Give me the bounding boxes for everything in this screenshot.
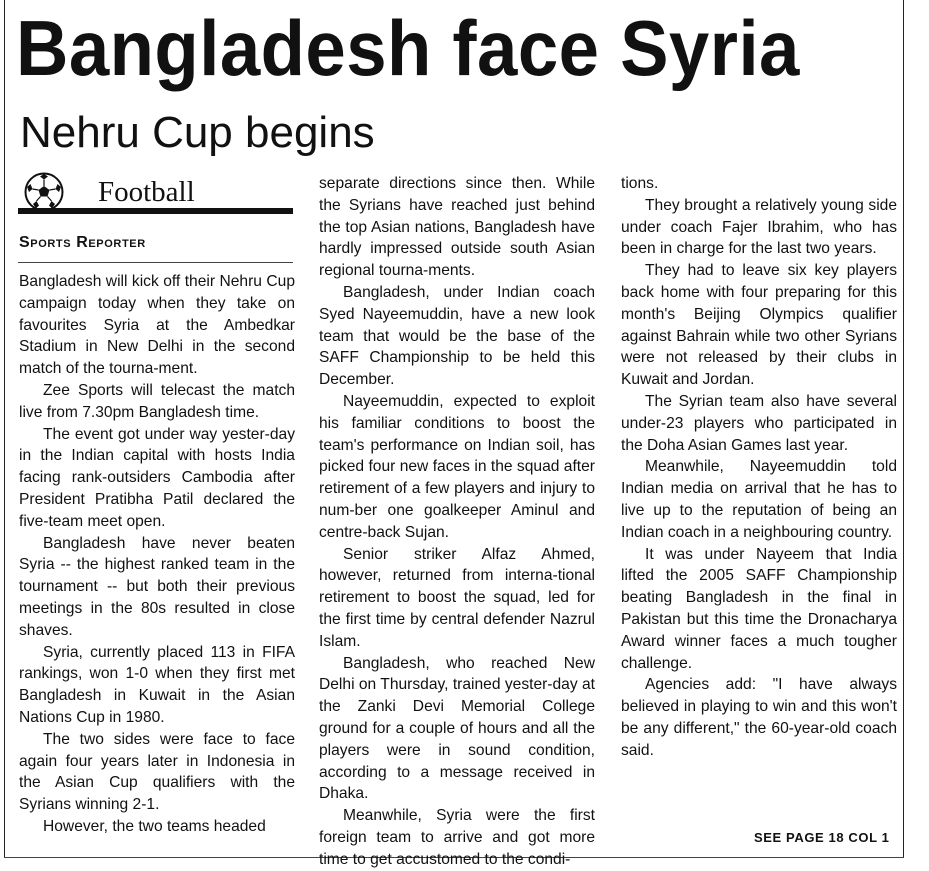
subheadline: Nehru Cup begins bbox=[20, 108, 375, 157]
section-kicker bbox=[18, 172, 293, 214]
paragraph: Senior striker Alfaz Ahmed, however, returned from interna-tional retirement to boost the squad, led for the first time by central defender Nazrul Islam. bbox=[319, 545, 595, 650]
paragraph: separate directions since then. While the Syrians have reached just behind the top Asian nations, Bangladesh have hardly impressed outside south Asian regional tourna-ments. bbox=[319, 175, 595, 280]
paragraph: Bangladesh, who reached New Delhi on Thursday, trained yester-day at the Zanki Devi Memorial College ground for a couple of hours and all the players were in sound condition, according to a message received in Dhaka. bbox=[319, 654, 595, 803]
article-column-1 bbox=[19, 271, 295, 838]
section-label: Football bbox=[98, 176, 195, 208]
paragraph: Syria, currently placed 113 in FIFA rankings, won 1-0 when they first met Bangladesh in Kuwait in the Asian Nations Cup in 1980. bbox=[19, 643, 295, 726]
jump-line[interactable]: SEE PAGE 18 COL 1 bbox=[754, 830, 890, 845]
paragraph: Bangladesh, under Indian coach Syed Nayeemuddin, have a new look team that would be the base of the SAFF Championship to be held this December. bbox=[319, 283, 595, 389]
paragraph: The Syrian team also have several under-23 players who participated in the Doha Asian Games last year. bbox=[621, 392, 897, 454]
paragraph: The event got under way yester-day in the Indian capital with hosts India facing rank-outsiders Cambodia after President Pratibha Patil declared the five-team meet open. bbox=[19, 425, 295, 530]
article-column-3 bbox=[621, 173, 897, 762]
column-rule-right bbox=[903, 0, 904, 858]
paragraph: Nayeemuddin, expected to exploit his familiar conditions to boost the team's performance on Indian soil, has picked four new faces in the squad after retirement of a few players and injury to num-ber one goalkeeper Aminul and centre-back Sujan. bbox=[319, 392, 595, 541]
paragraph: It was under Nayeem that India lifted the 2005 SAFF Championship beating Bangladesh in the final in Pakistan but this time the Dronacharya Award winner faces a much tougher challenge. bbox=[621, 545, 897, 672]
paragraph: The two sides were face to face again four years later in Indonesia in the Asian Cup qualifiers with the Syrians winning 2-1. bbox=[19, 730, 295, 814]
paragraph: However, the two teams headed bbox=[43, 817, 266, 835]
paragraph: tions. bbox=[621, 175, 659, 192]
paragraph: Agencies add: "I have always believed in playing to win and this won't be any different," the 60-year-old coach said. bbox=[621, 676, 897, 759]
paragraph: Bangladesh will kick off their Nehru Cup campaign today when they take on favourites Syria at the Ambedkar Stadium in New Delhi in the second match of the tourna-ment. bbox=[19, 273, 295, 378]
paragraph: Bangladesh have never beaten Syria -- the highest ranked team in the tournament -- but both their previous meetings in the 80s resulted in close shaves. bbox=[19, 534, 295, 639]
football-icon bbox=[24, 172, 64, 212]
article-column-2 bbox=[319, 173, 595, 871]
paragraph: They brought a relatively young side under coach Fajer Ibrahim, who has been in charge for the last two years. bbox=[621, 196, 897, 258]
byline-rule bbox=[18, 262, 293, 263]
paragraph: They had to leave six key players back home with four preparing for this month's Beijing Olympics qualifier against Bahrain while two other Syrians were not released by their clubs in Kuwait and Jordan. bbox=[621, 262, 897, 389]
kicker-bar bbox=[18, 208, 293, 214]
paragraph: Zee Sports will telecast the match live from 7.30pm Bangladesh time. bbox=[19, 381, 295, 421]
paragraph: Meanwhile, Syria were the first foreign team to arrive and got more time to get accustomed to the condi- bbox=[319, 807, 595, 868]
column-rule-left bbox=[4, 0, 5, 858]
headline: Bangladesh face Syria bbox=[16, 4, 800, 92]
paragraph: Meanwhile, Nayeemuddin told Indian media on arrival that he has to live up to the reputation of being an Indian coach in a neighbouring country. bbox=[621, 458, 897, 541]
byline: Sports Reporter bbox=[19, 234, 146, 251]
